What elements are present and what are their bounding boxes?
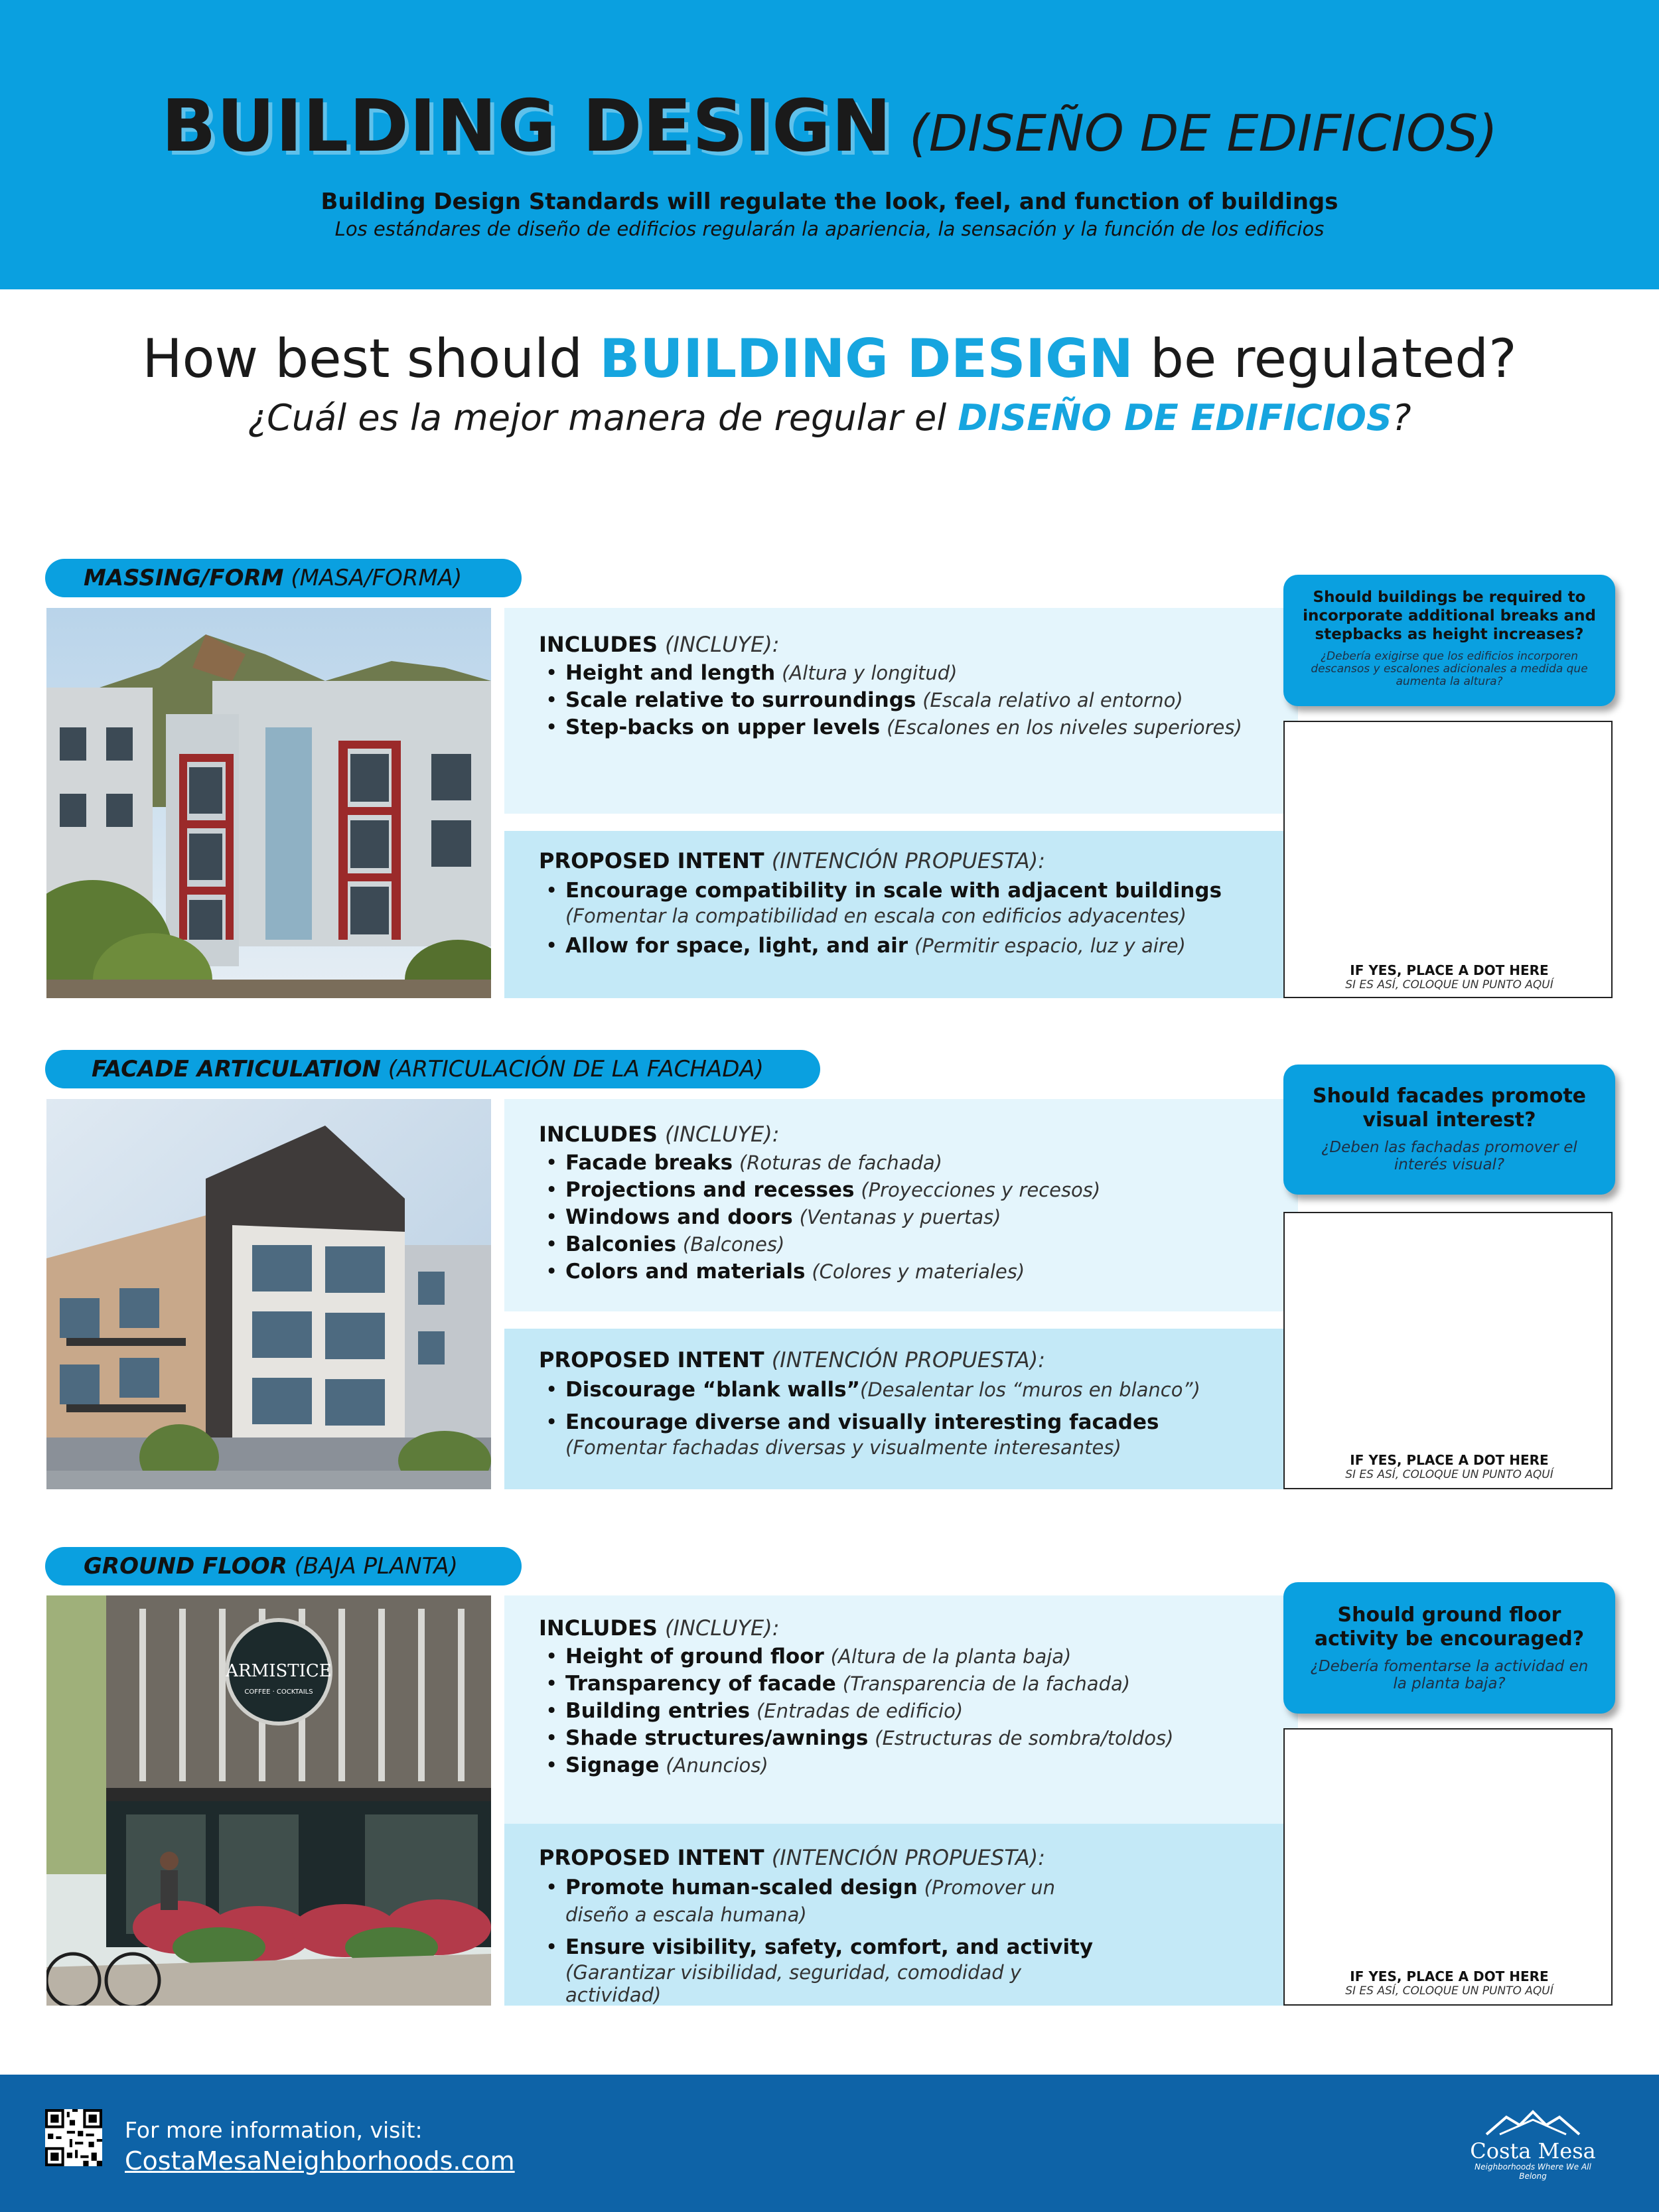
ground-floor-photo [46, 1595, 491, 2006]
intent-heading: PROPOSED INTENT (INTENCIÓN PROPUESTA): [539, 1845, 1046, 1870]
list-item: • Building entries (Entradas de edificio) [539, 1698, 1282, 1725]
massing-intent-list [539, 877, 1269, 960]
list-item: • Colors and materials (Colores y materiales) [539, 1258, 1282, 1286]
dot-label-spanish: SI ES ASÍ, COLOQUE UN PUNTO AQUÍ [1345, 978, 1553, 992]
includes-heading: INCLUDES (INCLUYE): [539, 1615, 780, 1641]
storefront-sign: ARMISTICE [226, 1661, 332, 1681]
section-title-spanish: (BAJA PLANTA) [294, 1553, 458, 1580]
intent-heading: PROPOSED INTENT (INTENCIÓN PROPUESTA): [539, 1347, 1046, 1372]
title-spanish: (DISEÑO DE EDIFICIOS) [909, 104, 1498, 163]
main-question-accent: BUILDING DESIGN [599, 328, 1133, 390]
subtitle-spanish: Los estándares de diseño de edificios regularán la apariencia, la sensación y la función de los edificios [334, 218, 1325, 240]
list-item: • Ensure visibility, safety, comfort, and activity (Garantizar visibilidad, seguridad, comodidad y actividad) [539, 1934, 1123, 2006]
massing-intent-panel [504, 831, 1285, 998]
list-item: • Shade structures/awnings (Estructuras de sombra/toldos) [539, 1725, 1282, 1752]
includes-heading: INCLUDES (INCLUYE): [539, 632, 780, 657]
dot-label-spanish: SI ES ASÍ, COLOQUE UN PUNTO AQUÍ [1345, 1984, 1553, 1998]
list-item: • Height of ground floor (Altura de la planta baja) [539, 1643, 1282, 1670]
dot-label: IF YES, PLACE A DOT HERE [1350, 1968, 1549, 1984]
footer-website-link[interactable]: CostaMesaNeighborhoods.com [125, 2146, 515, 2175]
storefront-sign-sub: COFFEE · COCKTAILS [244, 1688, 313, 1696]
city-logo-text: Costa Mesa [1470, 2138, 1596, 2164]
qr-code-icon[interactable] [45, 2109, 102, 2166]
facade-question-bubble [1283, 1065, 1615, 1195]
list-item: • Signage (Anuncios) [539, 1752, 1282, 1779]
question-text-spanish: ¿Debería fomentarse la actividad en la planta baja? [1310, 1658, 1589, 1692]
ground-floor-dot-area[interactable] [1283, 1728, 1613, 2006]
list-item: • Projections and recesses (Proyecciones y recesos) [539, 1177, 1282, 1204]
includes-heading: INCLUDES (INCLUYE): [539, 1122, 780, 1147]
section-pill-massing [45, 559, 522, 597]
list-item: • Height and length (Altura y longitud) [539, 660, 1282, 687]
city-logo-graphic [1480, 2108, 1586, 2137]
facade-includes-list [539, 1149, 1282, 1286]
footer-label: For more information, visit: [125, 2117, 423, 2143]
city-logo-icon [1480, 2108, 1586, 2137]
facade-includes-panel [504, 1099, 1298, 1311]
footer-band [0, 2075, 1659, 2212]
ground-floor-intent-list [539, 1874, 1123, 2006]
qr-code-graphic [45, 2109, 102, 2166]
list-item: • Scale relative to surroundings (Escala relativo al entorno) [539, 687, 1282, 714]
main-question-spanish [0, 397, 1659, 439]
main-question [0, 328, 1659, 390]
section-title: MASSING/FORM [84, 565, 284, 591]
dot-label: IF YES, PLACE A DOT HERE [1350, 962, 1549, 978]
section-title-spanish: (ARTICULACIÓN DE LA FACHADA) [388, 1056, 764, 1082]
massing-includes-list [539, 660, 1282, 741]
intent-heading: PROPOSED INTENT (INTENCIÓN PROPUESTA): [539, 848, 1046, 873]
main-question-es-post: ? [1392, 397, 1411, 439]
section-title: GROUND FLOOR [84, 1553, 287, 1580]
subtitle: Building Design Standards will regulate the look, feel, and function of buildings [321, 188, 1338, 215]
dot-label-spanish: SI ES ASÍ, COLOQUE UN PUNTO AQUÍ [1345, 1468, 1553, 1481]
ground-floor-includes-panel [504, 1595, 1298, 1824]
list-item: • Allow for space, light, and air (Permitir espacio, luz y aire) [539, 932, 1269, 960]
facade-building-illustration [46, 1099, 491, 1489]
massing-includes-panel [504, 608, 1298, 814]
list-item: • Transparency of facade (Transparencia de la fachada) [539, 1670, 1282, 1698]
section-pill-facade [45, 1050, 820, 1088]
list-item: • Encourage compatibility in scale with adjacent buildings (Fomentar la compatibilidad en escala con edificios adyacentes) [539, 877, 1269, 927]
list-item: • Windows and doors (Ventanas y puertas) [539, 1204, 1282, 1231]
list-item: • Promote human-scaled design (Promover un diseño a escala humana) [539, 1874, 1123, 1929]
main-question-pre: How best should [142, 328, 600, 390]
facade-dot-area[interactable] [1283, 1212, 1613, 1489]
section-pill-ground-floor [45, 1547, 522, 1585]
list-item: • Facade breaks (Roturas de fachada) [539, 1149, 1282, 1177]
title-main: BUILDING DESIGN [161, 85, 893, 168]
list-item: • Encourage diverse and visually interesting facades (Fomentar fachadas diversas y visualmente interesantes) [539, 1409, 1269, 1459]
dot-label: IF YES, PLACE A DOT HERE [1350, 1452, 1549, 1468]
ground-floor-storefront-illustration [46, 1595, 491, 2006]
question-text: Should facades promote visual interest? [1312, 1084, 1587, 1132]
section-title-spanish: (MASA/FORMA) [291, 565, 463, 591]
massing-question-bubble [1283, 575, 1615, 706]
list-item: • Discourage “blank walls”(Desalentar los “muros en blanco”) [539, 1376, 1269, 1404]
massing-dot-area[interactable] [1283, 721, 1613, 998]
ground-floor-intent-panel [504, 1824, 1285, 2006]
question-text: Should buildings be required to incorporate additional breaks and stepbacks as height increases? [1303, 589, 1596, 643]
facade-intent-panel [504, 1329, 1285, 1489]
city-logo-tagline: Neighborhoods Where We All Belong [1475, 2162, 1591, 2181]
list-item: • Balconies (Balcones) [539, 1231, 1282, 1258]
question-text: Should ground floor activity be encouraged? [1314, 1603, 1585, 1651]
main-question-es-accent: DISEÑO DE EDIFICIOS [958, 397, 1392, 439]
ground-floor-includes-list [539, 1643, 1282, 1779]
massing-building-illustration [46, 608, 491, 998]
main-question-es-pre: ¿Cuál es la mejor manera de regular el [248, 397, 958, 439]
massing-photo [46, 608, 491, 998]
poster-title [0, 85, 1659, 168]
facade-intent-list [539, 1376, 1269, 1459]
facade-photo [46, 1099, 491, 1489]
section-title: FACADE ARTICULATION [92, 1056, 381, 1082]
question-text-spanish: ¿Debería exigirse que los edificios incorporen descansos y escalones adicionales a medida que aumenta la altura? [1311, 650, 1588, 688]
ground-floor-question-bubble [1283, 1582, 1615, 1714]
main-question-post: be regulated? [1133, 328, 1517, 390]
question-text-spanish: ¿Deben las fachadas promover el interés visual? [1321, 1139, 1577, 1173]
list-item: • Step-backs on upper levels (Escalones en los niveles superiores) [539, 714, 1282, 741]
